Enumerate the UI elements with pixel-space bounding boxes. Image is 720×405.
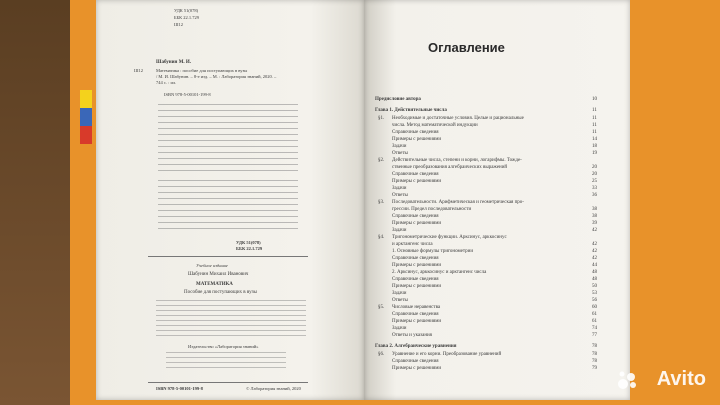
toc-preface: Предисловие автора	[375, 97, 421, 102]
isbn-bottom: ISBN 978-5-00101-199-8	[156, 386, 203, 391]
toc-item-page: 48	[592, 277, 597, 282]
toc-item-text: Действительные числа, степени и корни, логарифмы. Тожде-	[392, 158, 522, 163]
book-subtitle: Пособие для поступающих в вузы	[184, 290, 257, 295]
toc-item-page: 60	[592, 305, 597, 310]
toc-item-page: 38	[592, 207, 597, 212]
toc-item-text: ственные преобразования алгебраических выражений	[392, 165, 508, 170]
toc-item-page: 44	[592, 263, 597, 268]
toc-item-text: 1. Основные формулы тригонометрии	[392, 249, 473, 254]
toc-item-page: 61	[592, 312, 597, 317]
toc-item-text: Справочные сведения	[392, 214, 439, 219]
toc-item-page: 77	[592, 333, 597, 338]
publisher-address-block	[166, 352, 286, 372]
avito-watermark: Avito	[656, 368, 706, 390]
toc-item-number: §1.	[378, 116, 385, 121]
toc-chapter2: Глава 2. Алгебраические уравнения	[375, 344, 457, 349]
toc-item-text: Справочные сведения	[392, 359, 439, 364]
toc-item-text: Ответы	[392, 298, 408, 303]
toc-item-page: 20	[592, 172, 597, 177]
udk-mid: УДК 51(078)	[236, 240, 261, 245]
annotation-text-block	[158, 104, 298, 174]
toc-item-page: 14	[592, 137, 597, 142]
code-side: Ш12	[134, 68, 144, 73]
toc-item-number: §2.	[378, 158, 385, 163]
toc-item-text: Ответы	[392, 193, 408, 198]
toc-item-text: Ответы	[392, 151, 408, 156]
toc-item-page: 79	[592, 366, 597, 371]
toc-chapter1-page: 11	[592, 108, 597, 113]
toc-item-page: 11	[592, 130, 597, 135]
toc-item-number: §5.	[378, 305, 385, 310]
publisher: Издательство «Лаборатория знаний»	[188, 344, 259, 349]
toc-item-text: Справочные сведения	[392, 172, 439, 177]
toc-item-text: Примеры с решениями	[392, 179, 442, 184]
avito-logo-icon	[616, 369, 638, 391]
toc-item-text: 2. Арксинус, арккосинус и арктангенс числа	[392, 270, 487, 275]
cover-stripe-yellow	[80, 90, 92, 108]
toc-preface-page: 10	[592, 97, 597, 102]
toc-item-text: Справочные сведения	[392, 277, 439, 282]
toc-item-text: Задачи	[392, 144, 407, 149]
book-title: МАТЕМАТИКА	[196, 282, 233, 287]
toc-title: Оглавление	[428, 40, 505, 55]
toc-item-page: 48	[592, 270, 597, 275]
toc-item-page: 42	[592, 228, 597, 233]
isbn-small: ISBN 978-5-00101-199-8	[164, 92, 211, 97]
bbk-mid: ББК 22.1.729	[236, 246, 263, 251]
toc-item-page: 36	[592, 193, 597, 198]
pages-count: 744 с. : ил.	[156, 80, 177, 85]
toc-item-page: 42	[592, 242, 597, 247]
toc-item-text: Задачи	[392, 228, 407, 233]
toc-item-text: Задачи	[392, 291, 407, 296]
toc-item-text: грессии. Предел последовательности	[392, 207, 472, 212]
toc-item-text: Числовые неравенства	[392, 305, 441, 310]
toc-item-page: 33	[592, 186, 597, 191]
toc-item-text: Справочные сведения	[392, 256, 439, 261]
toc-item-text: Тригонометрические функции. Арксинус, арккосинус	[392, 235, 507, 240]
udk-top: УДК 51(078)	[174, 8, 199, 13]
toc-item-page: 56	[592, 298, 597, 303]
toc-item-page: 20	[592, 165, 597, 170]
toc-item-number: §6.	[378, 352, 385, 357]
author-full: Шабунин Михаил Иванович	[188, 272, 249, 277]
toc-item-text: Примеры с решениями	[392, 366, 442, 371]
toc-item-text: Примеры с решениями	[392, 284, 442, 289]
toc-item-text: Примеры с решениями	[392, 263, 442, 268]
bbk-top: ББК 22.1.729	[174, 15, 200, 20]
toc-item-text: Примеры с решениями	[392, 221, 442, 226]
toc-item-text: Примеры с решениями	[392, 319, 442, 324]
toc-item-page: 42	[592, 249, 597, 254]
toc-item-text: Ответы и указания	[392, 333, 432, 338]
cover-stripe-blue	[80, 108, 92, 126]
toc-item-text: Необходимые и достаточные условия. Целые и рациональные	[392, 116, 524, 121]
toc-item-text: числа. Метод математической индукции	[392, 123, 478, 128]
author-heading: Шабунин М. И.	[156, 60, 192, 65]
toc-item-number: §3.	[378, 200, 385, 205]
left-page	[96, 0, 364, 400]
copyright: © Лаборатория знаний, 2020	[246, 386, 301, 391]
toc-item-text: Примеры с решениями	[392, 137, 442, 142]
toc-item-page: 18	[592, 144, 597, 149]
toc-item-page: 53	[592, 291, 597, 296]
toc-item-page: 61	[592, 319, 597, 324]
toc-item-page: 19	[592, 151, 597, 156]
toc-item-page: 78	[592, 352, 597, 357]
toc-item-number: §4.	[378, 235, 385, 240]
toc-chapter1: Глава 1. Действительные числа	[375, 108, 447, 113]
code-top: Ш12	[174, 22, 184, 27]
toc-item-page: 25	[592, 179, 597, 184]
imprint-text-block	[156, 300, 306, 340]
toc-item-text: Уравнение и его корни. Преобразование уравнений	[392, 352, 502, 357]
edition-note: Учебное издание	[196, 263, 228, 268]
title-line: Математика : пособие для поступающих в вузы	[156, 68, 248, 73]
toc-item-text: Справочные сведения	[392, 130, 439, 135]
toc-item-text: Задачи	[392, 186, 407, 191]
author-line: / М. И. Шабунин. – 8-е изд. – М. : Лаборатория знаний, 2020. –	[156, 74, 277, 79]
toc-item-page: 11	[592, 123, 597, 128]
toc-item-text: Справочные сведения	[392, 312, 439, 317]
toc-item-text: Задачи	[392, 326, 407, 331]
toc-item-page: 39	[592, 221, 597, 226]
toc-item-page: 74	[592, 326, 597, 331]
toc-item-page: 38	[592, 214, 597, 219]
toc-item-text: Последовательности. Арифметическая и геометрическая про-	[392, 200, 524, 205]
cover-stripe-red	[80, 126, 92, 144]
toc-item-page: 78	[592, 359, 597, 364]
annotation-text-block-2	[158, 180, 298, 230]
toc-chapter2-page: 78	[592, 344, 597, 349]
toc-item-page: 50	[592, 284, 597, 289]
divider-mid	[148, 256, 308, 257]
divider-bottom	[148, 382, 308, 383]
toc-item-page: 42	[592, 256, 597, 261]
toc-item-text: и арктангенс числа	[392, 242, 433, 247]
toc-item-page: 11	[592, 116, 597, 121]
